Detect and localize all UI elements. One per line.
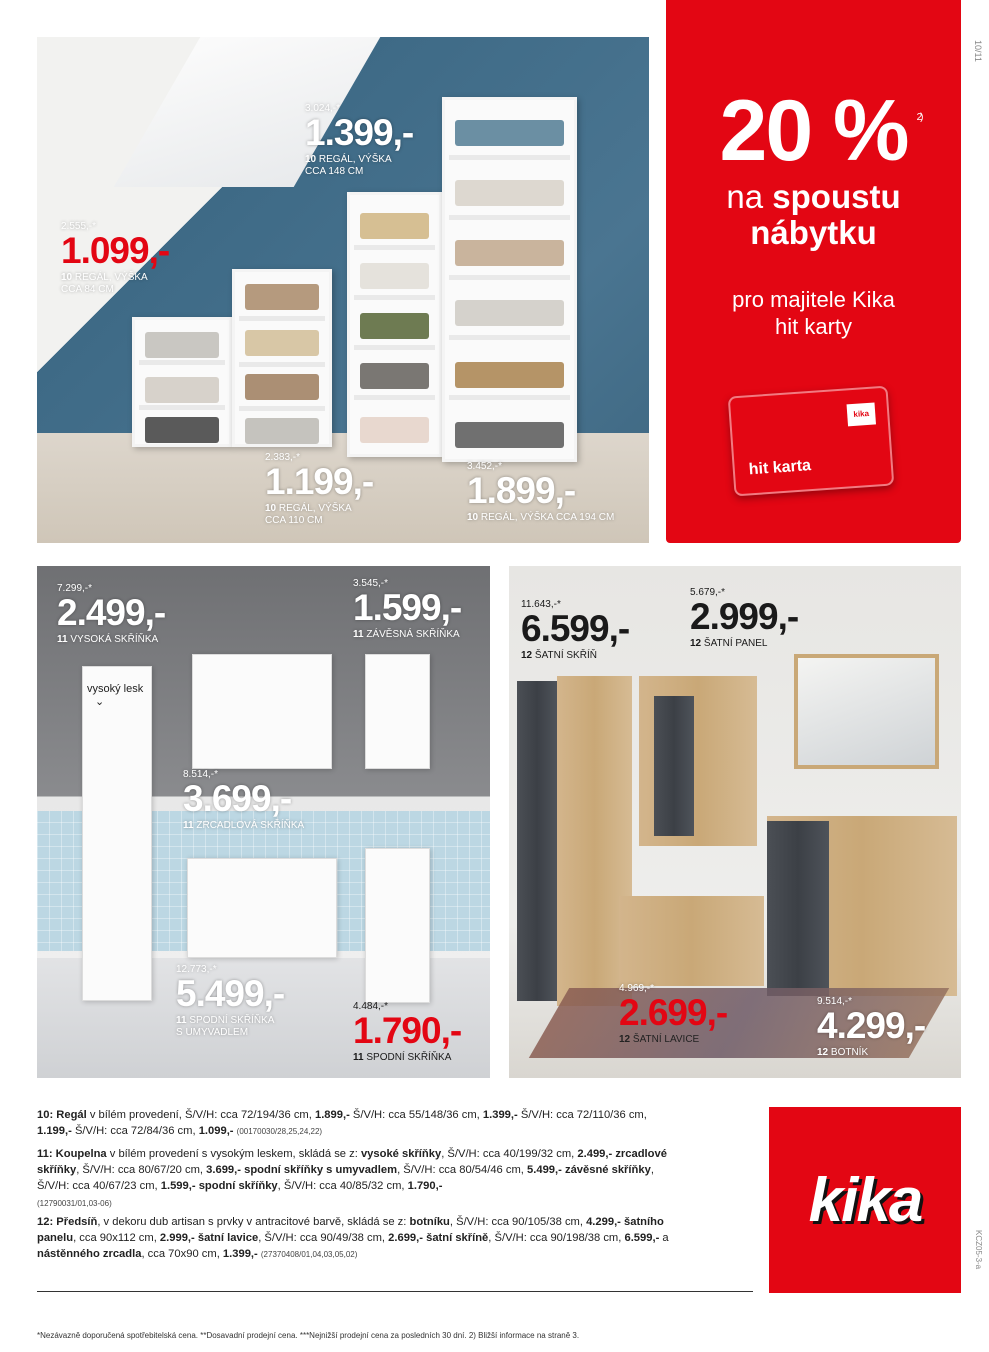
- shelf-medium-low: [232, 269, 332, 447]
- shoe-bench: [619, 896, 764, 986]
- wall-mirror: [794, 654, 939, 769]
- mirror-cabinet: [192, 654, 332, 769]
- card-label: hit karta: [748, 457, 812, 479]
- promo-line1: na spoustu: [726, 178, 901, 215]
- card-logo: kika: [847, 402, 876, 426]
- page-number: 10/11: [973, 40, 983, 62]
- price-tag-tall-cabinet: 7.299,-* 2.499,- 11 VYSOKÁ SKŘÍŇKA: [57, 583, 166, 645]
- divider: [37, 1291, 753, 1292]
- gloss-label: vysoký lesk ⌄: [87, 683, 144, 708]
- price-tag-shelf-148: 3.024,-* 1.399,- 10 REGÁL, VÝŠKA CCA 148 CM: [305, 103, 414, 177]
- description-bathroom: 11: Koupelna v bílém provedení s vysokým leskem, skládá se z: vysoké skříňky, Š/V/H: cca 40/199/32 cm, 2.499,- zrcadlové skříňky, Š/V/H: cca 80/67/20 cm, 3.699,- spodní skříňky s umyvadlem, Š/V/H: cca 80/54/46 cm, 5.499,- závěsné skříňky, Š/V/H: cca 40/67/23 cm, 1.599,- spodní skříňky, Š/V/H: cca 40/85/32 cm, 1.790,- (12790031/01,03-06): [37, 1148, 667, 1208]
- side-code: KCZ05-3-a: [974, 1230, 983, 1270]
- promo-percent: 20 % 2): [719, 83, 922, 179]
- promo-line2: nábytku: [750, 214, 877, 252]
- price-tag-wall-cabinet: 3.545,-* 1.599,- 11 ZÁVĚSNÁ SKŘÍŇKA: [353, 578, 462, 640]
- price-tag-shoe-cabinet: 9.514,-* 4.299,- 12 BOTNÍK: [817, 996, 926, 1058]
- shelf-small: [132, 317, 232, 447]
- promo-subtitle: pro majitele Kika hit karty: [732, 286, 895, 340]
- kika-logo: kika: [769, 1107, 961, 1293]
- description-shelves: 10: Regál v bílém provedení, Š/V/H: cca 72/194/36 cm, 1.899,- Š/V/H: cca 55/148/36 cm, 1.399,- Š/V/H: cca 72/110/36 cm, 1.199,- Š/V/H: cca 72/84/36 cm, 1.099,- (00170030/28,25,24,22): [37, 1109, 647, 1138]
- description-hallway: 12: Předsíň, v dekoru dub artisan s prvky v antracitové barvě, skládá se z: botníku, Š/V/H: cca 90/105/38 cm, 4.299,- šatního panelu, cca 90x112 cm, 2.999,- šatní lavice, Š/V/H: cca 90/49/38 cm, 2.699,- šatní skříně, Š/V/H: cca 90/198/38 cm, 6.599,- a nástěnného zrcadla, cca 70x90 cm, 1.399,- (27370408/01,04,03,05,02): [37, 1216, 669, 1261]
- price-tag-base-cabinet: 4.484,-* 1.790,- 11 SPODNÍ SKŘÍŇKA: [353, 1001, 462, 1063]
- shelf-medium-high: [347, 192, 442, 457]
- price-tag-shelf-194: 3.452,-* 1.899,- 10 REGÁL, VÝŠKA CCA 194 CM: [467, 461, 615, 523]
- promo-panel: [666, 0, 961, 543]
- price-tag-mirror-cabinet: 8.514,-* 3.699,- 11 ZRCADLOVÁ SKŘÍŇKA: [183, 769, 305, 831]
- price-tag-coat-panel: 5.679,-* 2.999,- 12 ŠATNÍ PANEL: [690, 587, 799, 649]
- price-tag-vanity: 12.773,-* 5.499,- 11 SPODNÍ SKŘÍŇKA S UMYVADLEM: [176, 964, 285, 1038]
- price-tag-wardrobe: 11.643,-* 6.599,- 12 ŠATNÍ SKŘÍŇ: [521, 599, 630, 661]
- price-tag-bench: 4.969,-* 2.699,- 12 ŠATNÍ LAVICE: [619, 983, 728, 1045]
- tall-cabinet: [82, 666, 152, 1001]
- hit-card-image: [728, 386, 895, 497]
- wardrobe-dark: [517, 681, 557, 1001]
- coat-panel-dark: [654, 696, 694, 836]
- footnote: *Nezávazně doporučená spotřebitelská cena. **Dosavadní prodejní cena. ***Nejnižší prodejní cena za posledních 30 dní. 2) Bližší informace na straně 3.: [37, 1331, 580, 1340]
- base-cabinet: [365, 848, 430, 1003]
- wall-cabinet: [365, 654, 430, 769]
- price-tag-shelf-110: 2.383,-* 1.199,- 10 REGÁL, VÝŠKA CCA 110 CM: [265, 452, 374, 526]
- price-tag-shelf-84: 2.555,-* 1.099,- 10 REGÁL, VÝŠKA CCA 84 CM: [61, 221, 170, 295]
- vanity-cabinet: [187, 858, 337, 958]
- shoe-cabinet-dark: [767, 821, 829, 996]
- shelf-tall: [442, 97, 577, 462]
